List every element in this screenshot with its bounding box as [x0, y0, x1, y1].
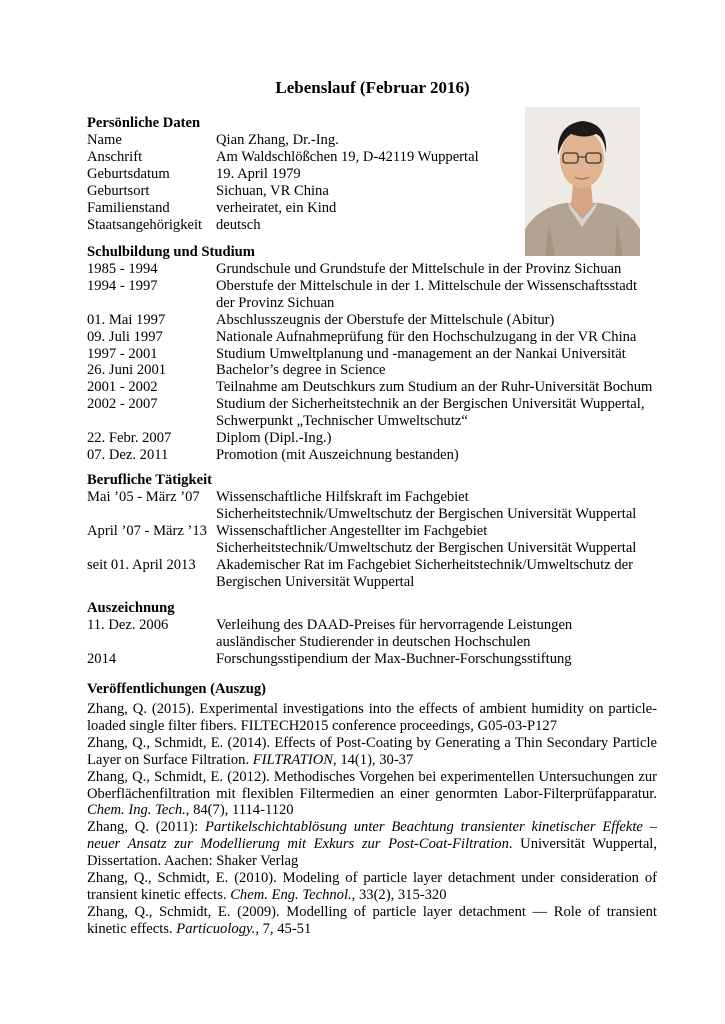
section-heading: Schulbildung und Studium: [87, 244, 255, 260]
row-label: 01. Mai 1997: [87, 311, 166, 328]
publication-text: Zhang, Q., Schmidt, E. (2010). Modeling of particle layer detachment under consideration of transient kinetic effects.: [87, 870, 657, 903]
row-value: [216, 489, 657, 523]
row-label: April ’07 - März ’13: [87, 522, 207, 539]
row-value-line: Akademischer Rat im Fachgebiet Sicherheitstechnik/Umweltschutz der: [216, 556, 634, 573]
row-value: Abschlusszeugnis der Oberstufe der Mittelschule (Abitur): [216, 311, 555, 328]
row-label: 22. Febr. 2007: [87, 430, 172, 447]
row-label: Familienstand: [87, 199, 170, 216]
career-row: [87, 489, 657, 523]
row-label: Mai ’05 - März ’07: [87, 489, 200, 505]
publication-text: , 7, 45-51: [255, 920, 312, 937]
publication-journal: Particuology.: [176, 920, 256, 937]
row-value: Teilnahme am Deutschkurs zum Studium an der Ruhr-Universität Bochum: [216, 379, 653, 396]
row-value: Nationale Aufnahmeprüfung für den Hochschulzugang in der VR China: [216, 328, 637, 345]
publication-title: Partikelschichtablösung unter Beachtung transienter kinetischer Effekte – neuer Ansatz zur Modellierung mit Exkurs zur Post-Coat-Filtration: [87, 819, 657, 853]
row-label: 11. Dez. 2006: [87, 617, 169, 633]
row-label: 2002 - 2007: [87, 396, 158, 413]
row-label: 1997 - 2001: [87, 345, 158, 362]
publication-entry: [87, 870, 657, 904]
row-label: 09. Juli 1997: [87, 328, 163, 345]
career-row: [87, 523, 657, 557]
publication-entry: [87, 735, 657, 769]
row-value-line: Oberstufe der Mittelschule in der 1. Mittelschule der Wissenschaftsstadt: [216, 277, 638, 294]
row-value-line: Bergischen Universität Wuppertal: [216, 573, 415, 590]
education-row: [87, 312, 657, 329]
publication-entry: [87, 904, 657, 938]
career-row: [87, 557, 657, 591]
row-value: [216, 557, 657, 591]
row-label: 26. Juni 2001: [87, 362, 167, 379]
row-label: 1985 - 1994: [87, 261, 158, 277]
portrait-photo: [525, 107, 640, 256]
row-value: Forschungsstipendium der Max-Buchner-Forschungsstiftung: [216, 650, 572, 667]
education-row: [87, 362, 657, 379]
section-heading: Auszeichnung: [87, 600, 175, 616]
education-row: [87, 329, 657, 346]
row-value: verheiratet, ein Kind: [216, 199, 337, 216]
row-value: [216, 278, 657, 312]
row-label: 2014: [87, 650, 117, 667]
publications-section: [87, 681, 657, 938]
personal-data-section: [87, 115, 527, 233]
row-value: [216, 523, 657, 557]
education-row: [87, 278, 657, 312]
row-value: Bachelor’s degree in Science: [216, 362, 386, 379]
row-value: Sichuan, VR China: [216, 182, 329, 199]
row-value: Grundschule und Grundstufe der Mittelschule in der Provinz Sichuan: [216, 261, 622, 277]
education-row: [87, 261, 657, 278]
award-row: [87, 651, 657, 668]
publication-text: Zhang, Q. (2011):: [87, 819, 206, 836]
personal-row: [87, 132, 527, 149]
row-value-line: der Provinz Sichuan: [216, 294, 335, 311]
personal-row: [87, 166, 527, 183]
row-label: Staatsangehörigkeit: [87, 216, 203, 233]
personal-row: [87, 217, 527, 234]
award-row: [87, 617, 657, 651]
education-row: [87, 447, 657, 464]
row-value-line: ausländischer Studierender in deutschen Hochschulen: [216, 633, 531, 650]
row-label: 2001 - 2002: [87, 379, 158, 396]
section-heading: Berufliche Tätigkeit: [87, 472, 212, 488]
row-value-line: Studium der Sicherheitstechnik an der Bergischen Universität Wuppertal,: [216, 396, 645, 413]
education-row: [87, 430, 657, 447]
publication-text: . Universität Wuppertal, Dissertation. Aachen: Shaker Verlag: [87, 836, 657, 870]
row-label: seit 01. April 2013: [87, 556, 196, 573]
row-value: Am Waldschlößchen 19, D-42119 Wuppertal: [216, 148, 479, 165]
publication-text: , 84(7), 1114-1120: [185, 802, 294, 819]
row-value: Diplom (Dipl.-Ing.): [216, 430, 332, 447]
publication-journal: Chem. Eng. Technol.: [230, 886, 352, 903]
row-value-line: Wissenschaftliche Hilfskraft im Fachgebiet: [216, 489, 469, 505]
publication-entry: [87, 819, 657, 870]
section-heading: Veröffentlichungen (Auszug): [87, 681, 267, 697]
education-row: [87, 379, 657, 396]
awards-section: [87, 600, 657, 668]
education-row: [87, 396, 657, 430]
row-label: Geburtsort: [87, 182, 150, 199]
row-value: 19. April 1979: [216, 165, 301, 182]
row-label: 1994 - 1997: [87, 277, 158, 294]
publication-journal: Chem. Ing. Tech.: [87, 802, 186, 819]
row-value: Studium Umweltplanung und -management an der Nankai Universität: [216, 345, 626, 362]
row-value: Promotion (mit Auszeichnung bestanden): [216, 446, 459, 463]
publication-text: Zhang, Q. (2015). Experimental investigations into the effects of ambient humidity on particle-loaded single filter fibers. FILTECH2015 conference proceedings, G05-03-P127: [87, 701, 657, 734]
page-title: Lebenslauf (Februar 2016): [275, 78, 470, 97]
row-value-line: Schwerpunkt „Technischer Umweltschutz“: [216, 413, 468, 430]
publication-text: Zhang, Q., Schmidt, E. (2014). Effects of Post-Coating by Generating a Thin Secondary Particle Layer on Surface Filtration.: [87, 734, 657, 768]
row-value: Qian Zhang, Dr.-Ing.: [216, 132, 339, 148]
career-section: [87, 472, 657, 590]
personal-row: [87, 183, 527, 200]
publication-entry: [87, 701, 657, 735]
row-label: 07. Dez. 2011: [87, 446, 169, 463]
publication-journal: FILTRATION: [252, 751, 334, 768]
publication-text: , 14(1), 30-37: [333, 751, 414, 768]
personal-row: [87, 200, 527, 217]
publication-text: Zhang, Q., Schmidt, E. (2009). Modelling of particle layer detachment — Role of transient kinetic effects.: [87, 903, 657, 937]
education-section: [87, 244, 657, 464]
row-value-line: Wissenschaftlicher Angestellter im Fachgebiet: [216, 522, 488, 539]
row-value-line: Sicherheitstechnik/Umweltschutz der Bergischen Universität Wuppertal: [216, 505, 637, 522]
row-label: Anschrift: [87, 148, 143, 165]
publication-text: , 33(2), 315-320: [351, 886, 447, 903]
personal-row: [87, 149, 527, 166]
row-label: Name: [87, 132, 122, 148]
section-heading: Persönliche Daten: [87, 115, 201, 131]
row-value: deutsch: [216, 216, 261, 233]
row-value: [216, 617, 657, 651]
row-value-line: Verleihung des DAAD-Preises für hervorragende Leistungen: [216, 617, 573, 633]
publication-entry: [87, 769, 657, 820]
row-label: Geburtsdatum: [87, 165, 170, 182]
education-row: [87, 346, 657, 363]
portrait-image: [525, 107, 640, 256]
row-value-line: Sicherheitstechnik/Umweltschutz der Bergischen Universität Wuppertal: [216, 539, 637, 556]
publication-text: Zhang, Q., Schmidt, E. (2012). Methodisches Vorgehen bei experimentellen Untersuchungen zur Oberflächenfiltration mit flexiblen Filtermedien an einer genormten Labor-Filterprüfapparatur.: [87, 768, 657, 802]
row-value: [216, 396, 657, 430]
